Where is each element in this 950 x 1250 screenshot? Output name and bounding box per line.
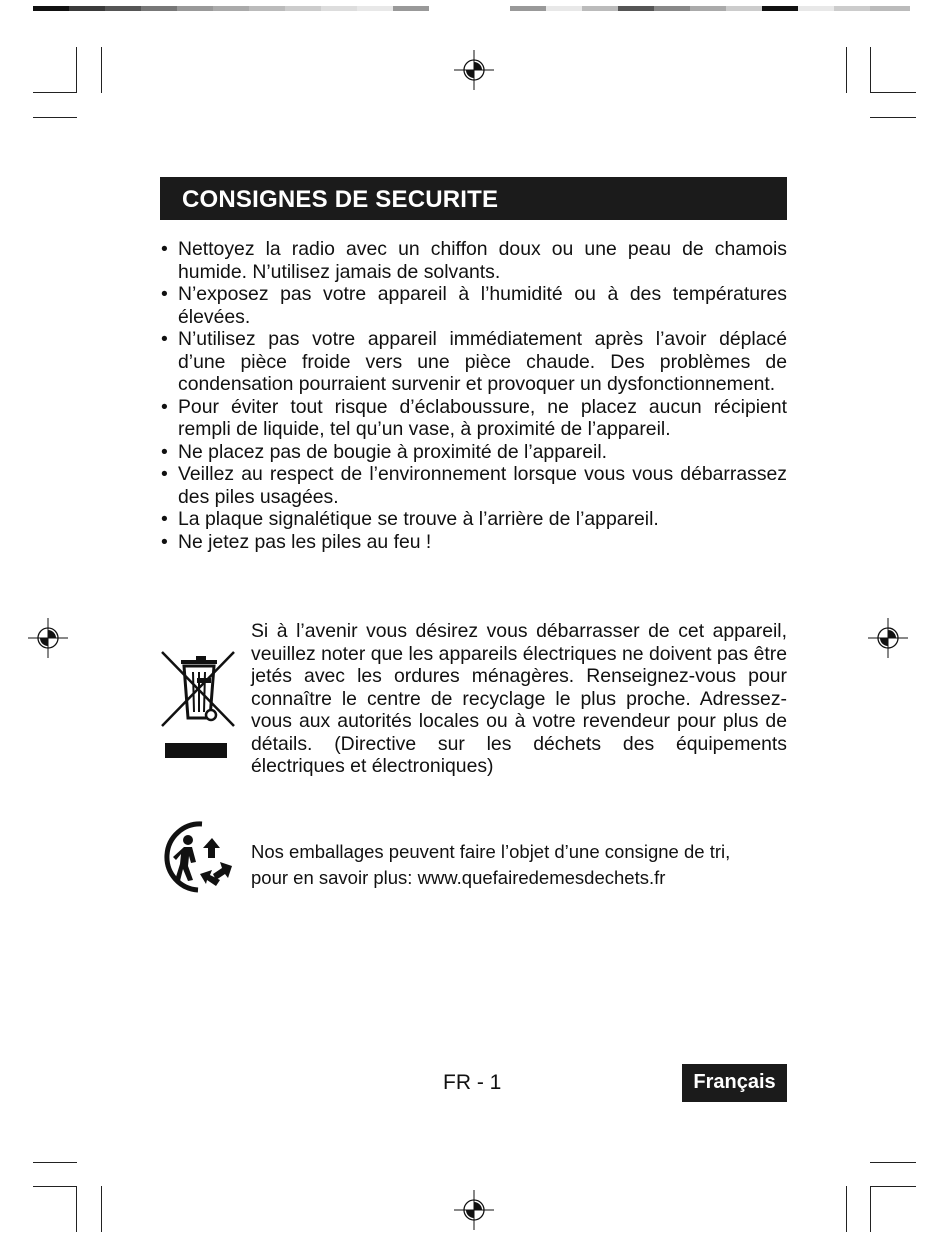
registration-mark-top-icon bbox=[454, 50, 494, 90]
list-item: • Ne jetez pas les piles au feu ! bbox=[160, 531, 787, 554]
registration-mark-right-icon bbox=[868, 618, 908, 658]
page-number: FR - 1 bbox=[443, 1071, 502, 1094]
triman-recycling-icon bbox=[158, 818, 238, 896]
triman-line-1: Nos emballages peuvent faire l’objet d’une consigne de tri, bbox=[251, 841, 731, 862]
list-item: • La plaque signalétique se trouve à l’arrière de l’appareil. bbox=[160, 508, 787, 531]
section-title: CONSIGNES DE SECURITE bbox=[182, 186, 499, 213]
list-item: • Ne placez pas de bougie à proximité de l’appareil. bbox=[160, 441, 787, 464]
triman-line-2: pour en savoir plus: www.quefairedemesdechets.fr bbox=[251, 867, 666, 888]
triman-notice bbox=[251, 839, 811, 891]
color-bar-left bbox=[33, 6, 429, 11]
language-badge: Français bbox=[682, 1064, 787, 1102]
color-bar-right bbox=[510, 6, 910, 11]
safety-instructions-list bbox=[160, 238, 787, 553]
weee-disposal-text: Si à l’avenir vous désirez vous débarrasser de cet appareil, veuillez noter que les appareils électriques ne doivent pas être jetés avec les ordures ménagères. Renseignez-vous pour connaître le centre de recyclage le plus proche. Adressez-vous aux autorités locales ou à votre revendeur pour plus de détails. (Directive sur les déchets des équipements électriques et électroniques) bbox=[251, 620, 787, 777]
registration-mark-bottom-icon bbox=[454, 1190, 494, 1230]
list-item: • N’exposez pas votre appareil à l’humidité ou à des températures élevées. bbox=[160, 283, 787, 328]
list-item: • N’utilisez pas votre appareil immédiatement après l’avoir déplacé d’une pièce froide vers une pièce chaude. Des problèmes de condensation pourraient survenir et provoquer un dysfonctionnement. bbox=[160, 328, 787, 396]
list-item: • Nettoyez la radio avec un chiffon doux ou une peau de chamois humide. N’utilisez jamais de solvants. bbox=[160, 238, 787, 283]
list-item: • Pour éviter tout risque d’éclaboussure, ne placez aucun récipient rempli de liquide, tel qu’un vase, à proximité de l’appareil. bbox=[160, 396, 787, 441]
registration-mark-left-icon bbox=[28, 618, 68, 658]
crossed-out-wheelie-bin-icon bbox=[160, 648, 236, 760]
section-header bbox=[160, 177, 787, 220]
list-item: • Veillez au respect de l’environnement lorsque vous vous débarrassez des piles usagées. bbox=[160, 463, 787, 508]
